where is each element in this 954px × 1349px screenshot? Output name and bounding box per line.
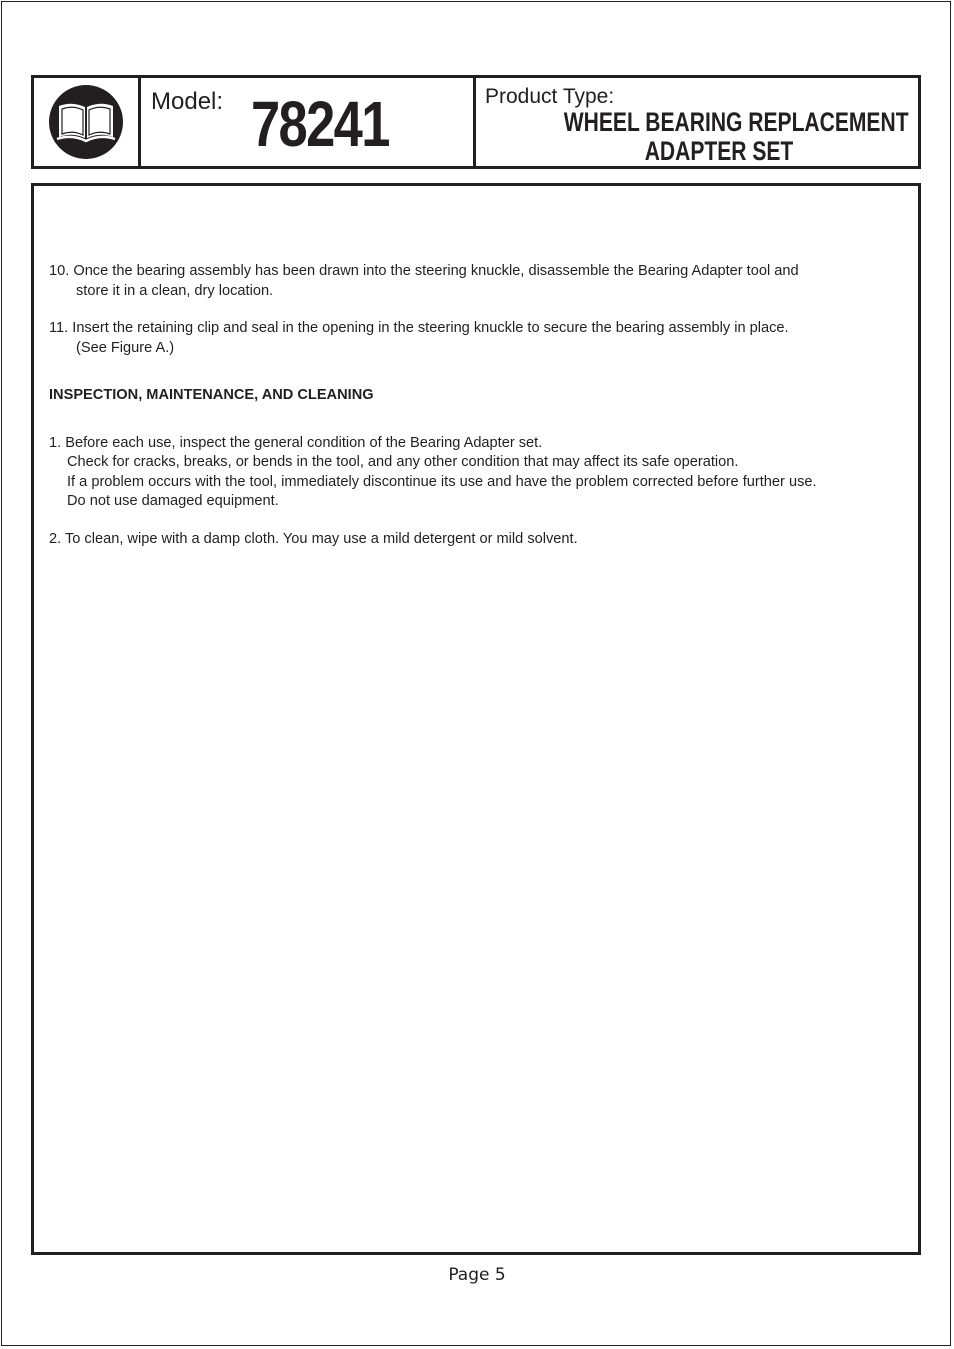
model-number: 78241 <box>251 88 389 160</box>
step-11-text: 11. Insert the retaining clip and seal in the opening in the steering knuckle to secure the bearing assembly in place. <box>49 320 789 336</box>
header-model-cell <box>141 78 476 166</box>
inspection-item-1-line-3: If a problem occurs with the tool, immediately discontinue its use and have the problem corrected before further use. <box>67 473 817 490</box>
inspection-item-1-line-2: Check for cracks, breaks, or bends in the tool, and any other condition that may affect its safe operation. <box>67 454 739 470</box>
page-number: Page 5 <box>448 1265 506 1285</box>
step-11-continuation: (See Figure A.) <box>76 339 175 356</box>
product-type-line-1: WHEEL BEARING REPLACEMENT <box>563 107 909 137</box>
inspection-item-1-line-4: Do not use damaged equipment. <box>67 493 279 509</box>
step-10 <box>49 262 909 301</box>
section-heading: INSPECTION, MAINTENANCE, AND CLEANING <box>49 387 374 403</box>
step-11 <box>49 319 909 358</box>
product-type-value <box>476 108 918 166</box>
inspection-item-1-text: 1. Before each use, inspect the general condition of the Bearing Adapter set. <box>49 434 543 451</box>
model-label: Model: <box>151 88 224 115</box>
header-product-type-cell <box>476 78 918 166</box>
step-10-continuation: store it in a clean, dry location. <box>76 282 274 299</box>
header-icon-cell <box>34 78 141 166</box>
step-10-text: 10. Once the bearing assembly has been drawn into the steering knuckle, disassemble the Bearing Adapter tool and <box>49 263 799 279</box>
inspection-item-2-text: 2. To clean, wipe with a damp cloth. You may use a mild detergent or mild solvent. <box>49 530 578 547</box>
inspection-item-1 <box>49 434 909 512</box>
document-header <box>31 75 921 169</box>
inspection-item-2 <box>49 530 909 550</box>
product-type-label: Product Type: <box>485 85 615 108</box>
manual-book-icon <box>48 84 124 160</box>
product-type-line-2: ADAPTER SET <box>644 136 794 166</box>
page-content <box>49 262 909 567</box>
